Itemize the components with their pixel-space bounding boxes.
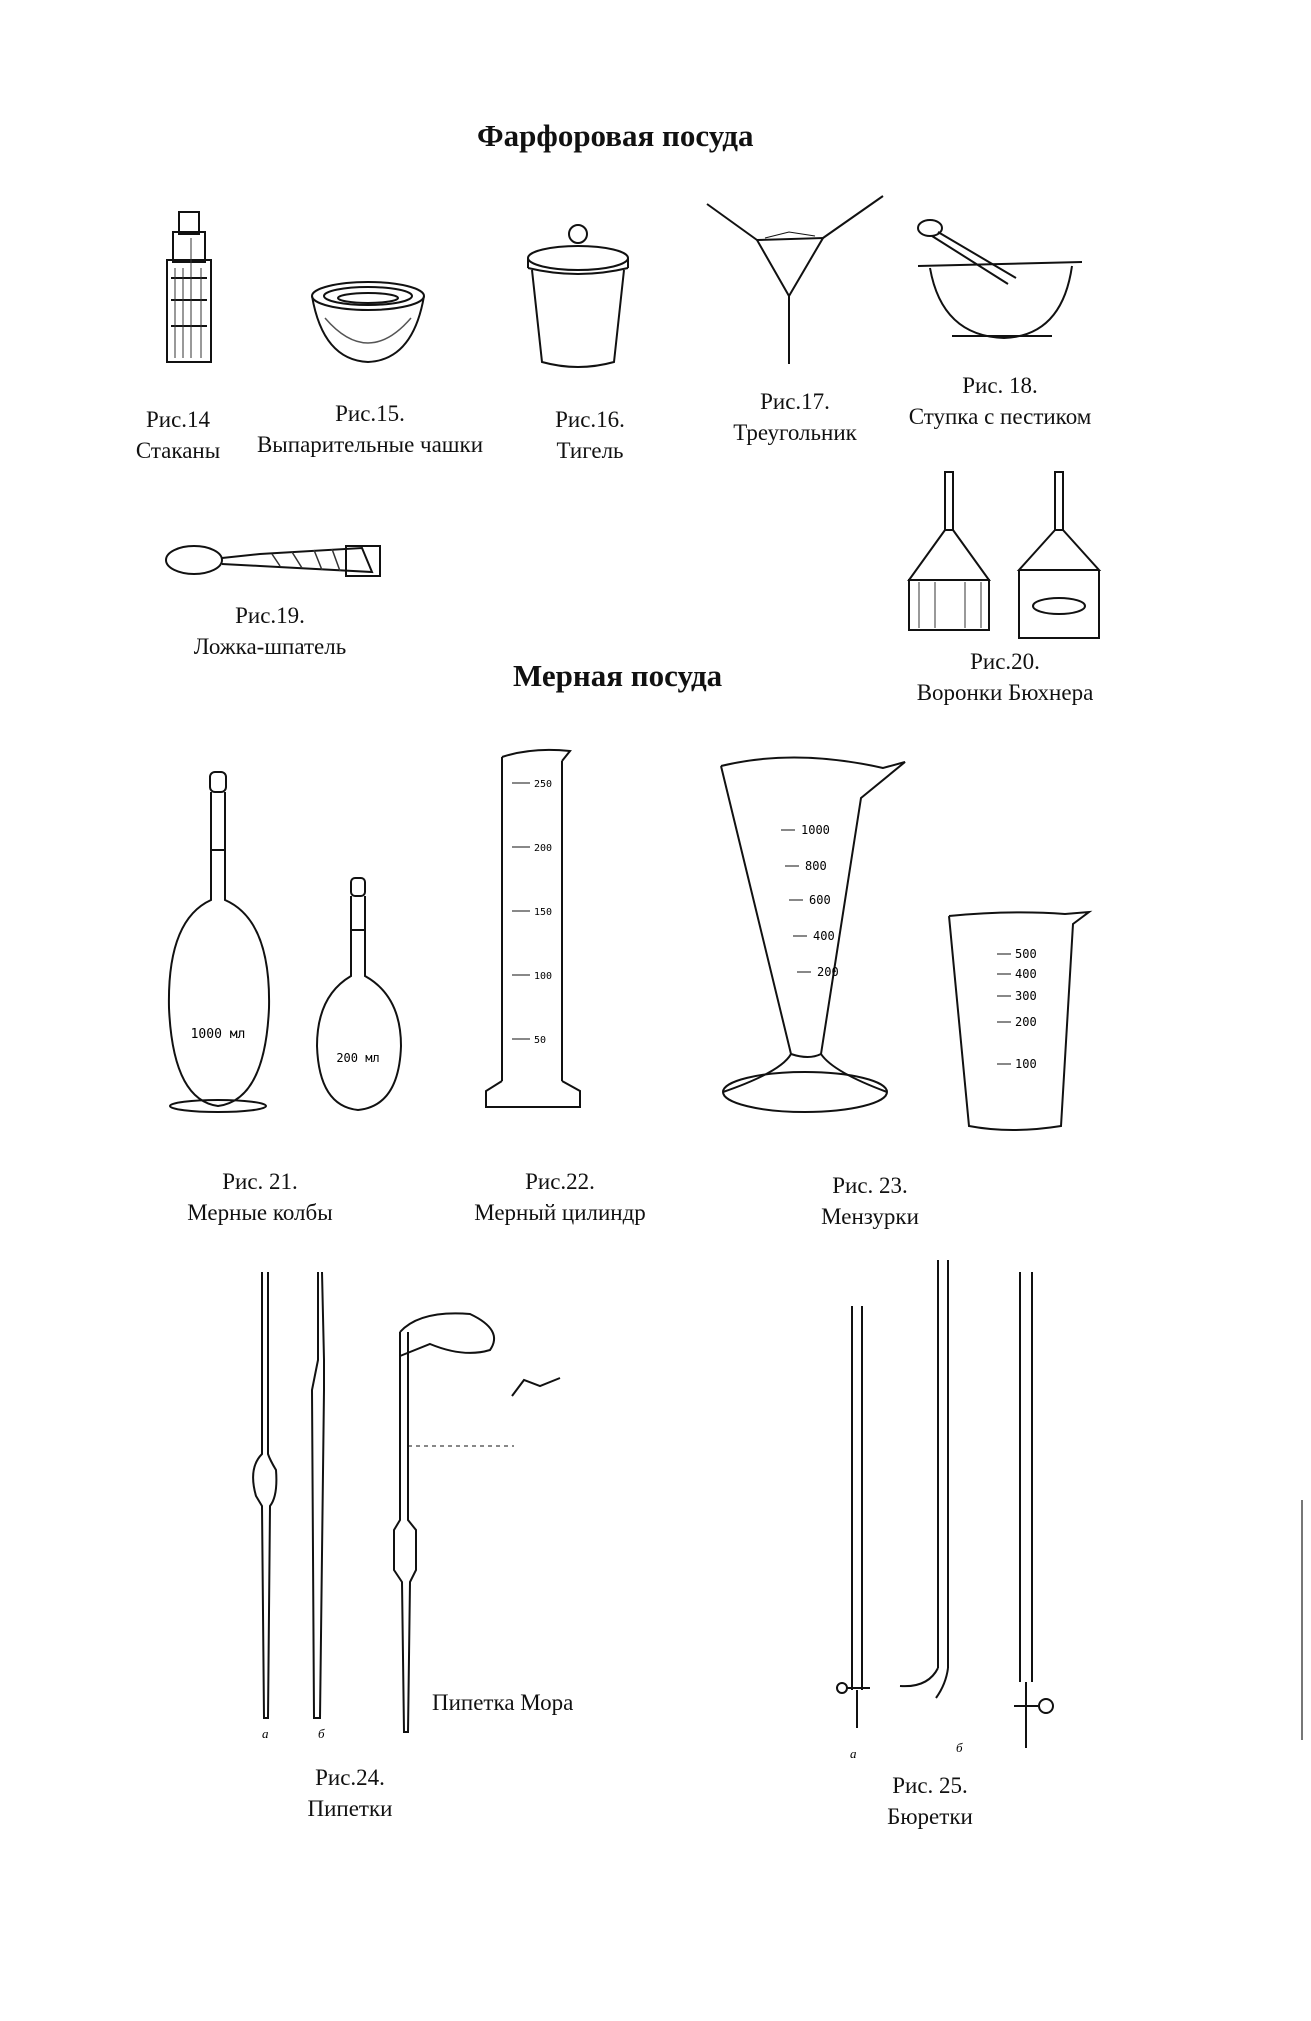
caption-fig-16 xyxy=(530,404,650,466)
caption-fig-23 xyxy=(790,1170,950,1232)
figure-name: Мерный цилиндр xyxy=(474,1200,646,1225)
cylinder-tick-label: 250 xyxy=(534,779,553,790)
figure-name: Ложка-шпатель xyxy=(193,634,347,659)
caption-fig-19 xyxy=(160,600,380,662)
figure-number: Рис.20. xyxy=(970,649,1040,674)
caption-fig-14 xyxy=(108,404,248,466)
volumetric-flasks-drawing xyxy=(165,770,425,1120)
measuring-cylinder-drawing xyxy=(478,745,628,1120)
caption-fig-21 xyxy=(160,1166,360,1228)
evaporating-dish-drawing xyxy=(305,278,435,368)
buchner-funnels-drawing xyxy=(905,470,1115,655)
pipette-letter: б xyxy=(318,1726,325,1741)
spoon-spatula-drawing xyxy=(162,530,392,590)
beaker-small-tick-label: 100 xyxy=(1015,1057,1037,1071)
beaker-large-tick-label: 1000 xyxy=(801,823,830,837)
mortar-pestle-drawing xyxy=(912,218,1092,348)
figure-name: Мерные колбы xyxy=(187,1200,333,1225)
figure-number: Рис. 23. xyxy=(832,1173,908,1198)
section-title-measuring: Мерная посуда xyxy=(513,658,723,693)
figure-name: Мензурки xyxy=(821,1204,919,1229)
crucible-drawing xyxy=(518,222,638,372)
caption-fig-24 xyxy=(280,1762,420,1824)
caption-fig-20 xyxy=(890,646,1120,708)
beaker-small-tick-label: 500 xyxy=(1015,947,1037,961)
pipettes-drawing xyxy=(250,1270,620,1750)
cylinder-tick-label: 100 xyxy=(534,971,553,982)
figure-number: Рис. 25. xyxy=(892,1773,968,1798)
beaker-large-tick-label: 400 xyxy=(813,929,835,943)
figure-name: Бюретки xyxy=(887,1804,973,1829)
figure-number: Рис. 21. xyxy=(222,1169,298,1194)
beaker-small-tick-label: 200 xyxy=(1015,1015,1037,1029)
burette-letter: б xyxy=(956,1740,963,1755)
caption-fig-17 xyxy=(705,386,885,448)
figure-number: Рис.24. xyxy=(315,1765,385,1790)
figure-name: Пипетки xyxy=(307,1796,393,1821)
figure-number: Рис. 18. xyxy=(962,373,1038,398)
beaker-small-tick-label: 300 xyxy=(1015,989,1037,1003)
pipette-letter: а xyxy=(262,1726,269,1741)
caption-fig-25 xyxy=(860,1770,1000,1832)
burette-letter: а xyxy=(850,1746,857,1761)
beaker-large-tick-label: 800 xyxy=(805,859,827,873)
burettes-drawing xyxy=(820,1258,1080,1763)
figure-number: Рис.15. xyxy=(335,401,405,426)
figure-number: Рис.16. xyxy=(555,407,625,432)
figure-name: Выпарительные чашки xyxy=(256,432,484,457)
mohr-pipette-label: Пипетка Мора xyxy=(432,1690,574,1715)
beakers-drawing xyxy=(155,208,225,368)
figure-name: Воронки Бюхнера xyxy=(916,680,1094,705)
clay-triangle-drawing xyxy=(705,192,885,372)
caption-fig-15 xyxy=(230,398,510,460)
beaker-large-tick-label: 600 xyxy=(809,893,831,907)
flask-large-label: 1000 мл xyxy=(190,1027,246,1042)
figure-name: Тигель xyxy=(556,438,624,463)
cylinder-tick-label: 150 xyxy=(534,907,553,918)
flask-small-label: 200 мл xyxy=(336,1051,380,1065)
section-title-porcelain: Фарфоровая посуда xyxy=(477,118,754,153)
figure-number: Рис.17. xyxy=(760,389,830,414)
cylinder-tick-label: 50 xyxy=(534,1035,547,1046)
graduated-beakers-drawing xyxy=(715,742,1100,1142)
beaker-small-tick-label: 400 xyxy=(1015,967,1037,981)
figure-name: Треугольник xyxy=(733,420,857,445)
caption-fig-18 xyxy=(880,370,1120,432)
caption-fig-22 xyxy=(450,1166,670,1228)
figure-name: Ступка с пестиком xyxy=(908,404,1092,429)
figure-number: Рис.22. xyxy=(525,1169,595,1194)
figure-name: Стаканы xyxy=(135,438,221,463)
figure-number: Рис.19. xyxy=(235,603,305,628)
figure-number: Рис.14 xyxy=(145,407,211,432)
scan-edge-line xyxy=(1301,1500,1303,1740)
beaker-large-tick-label: 200 xyxy=(817,965,839,979)
cylinder-tick-label: 200 xyxy=(534,843,553,854)
